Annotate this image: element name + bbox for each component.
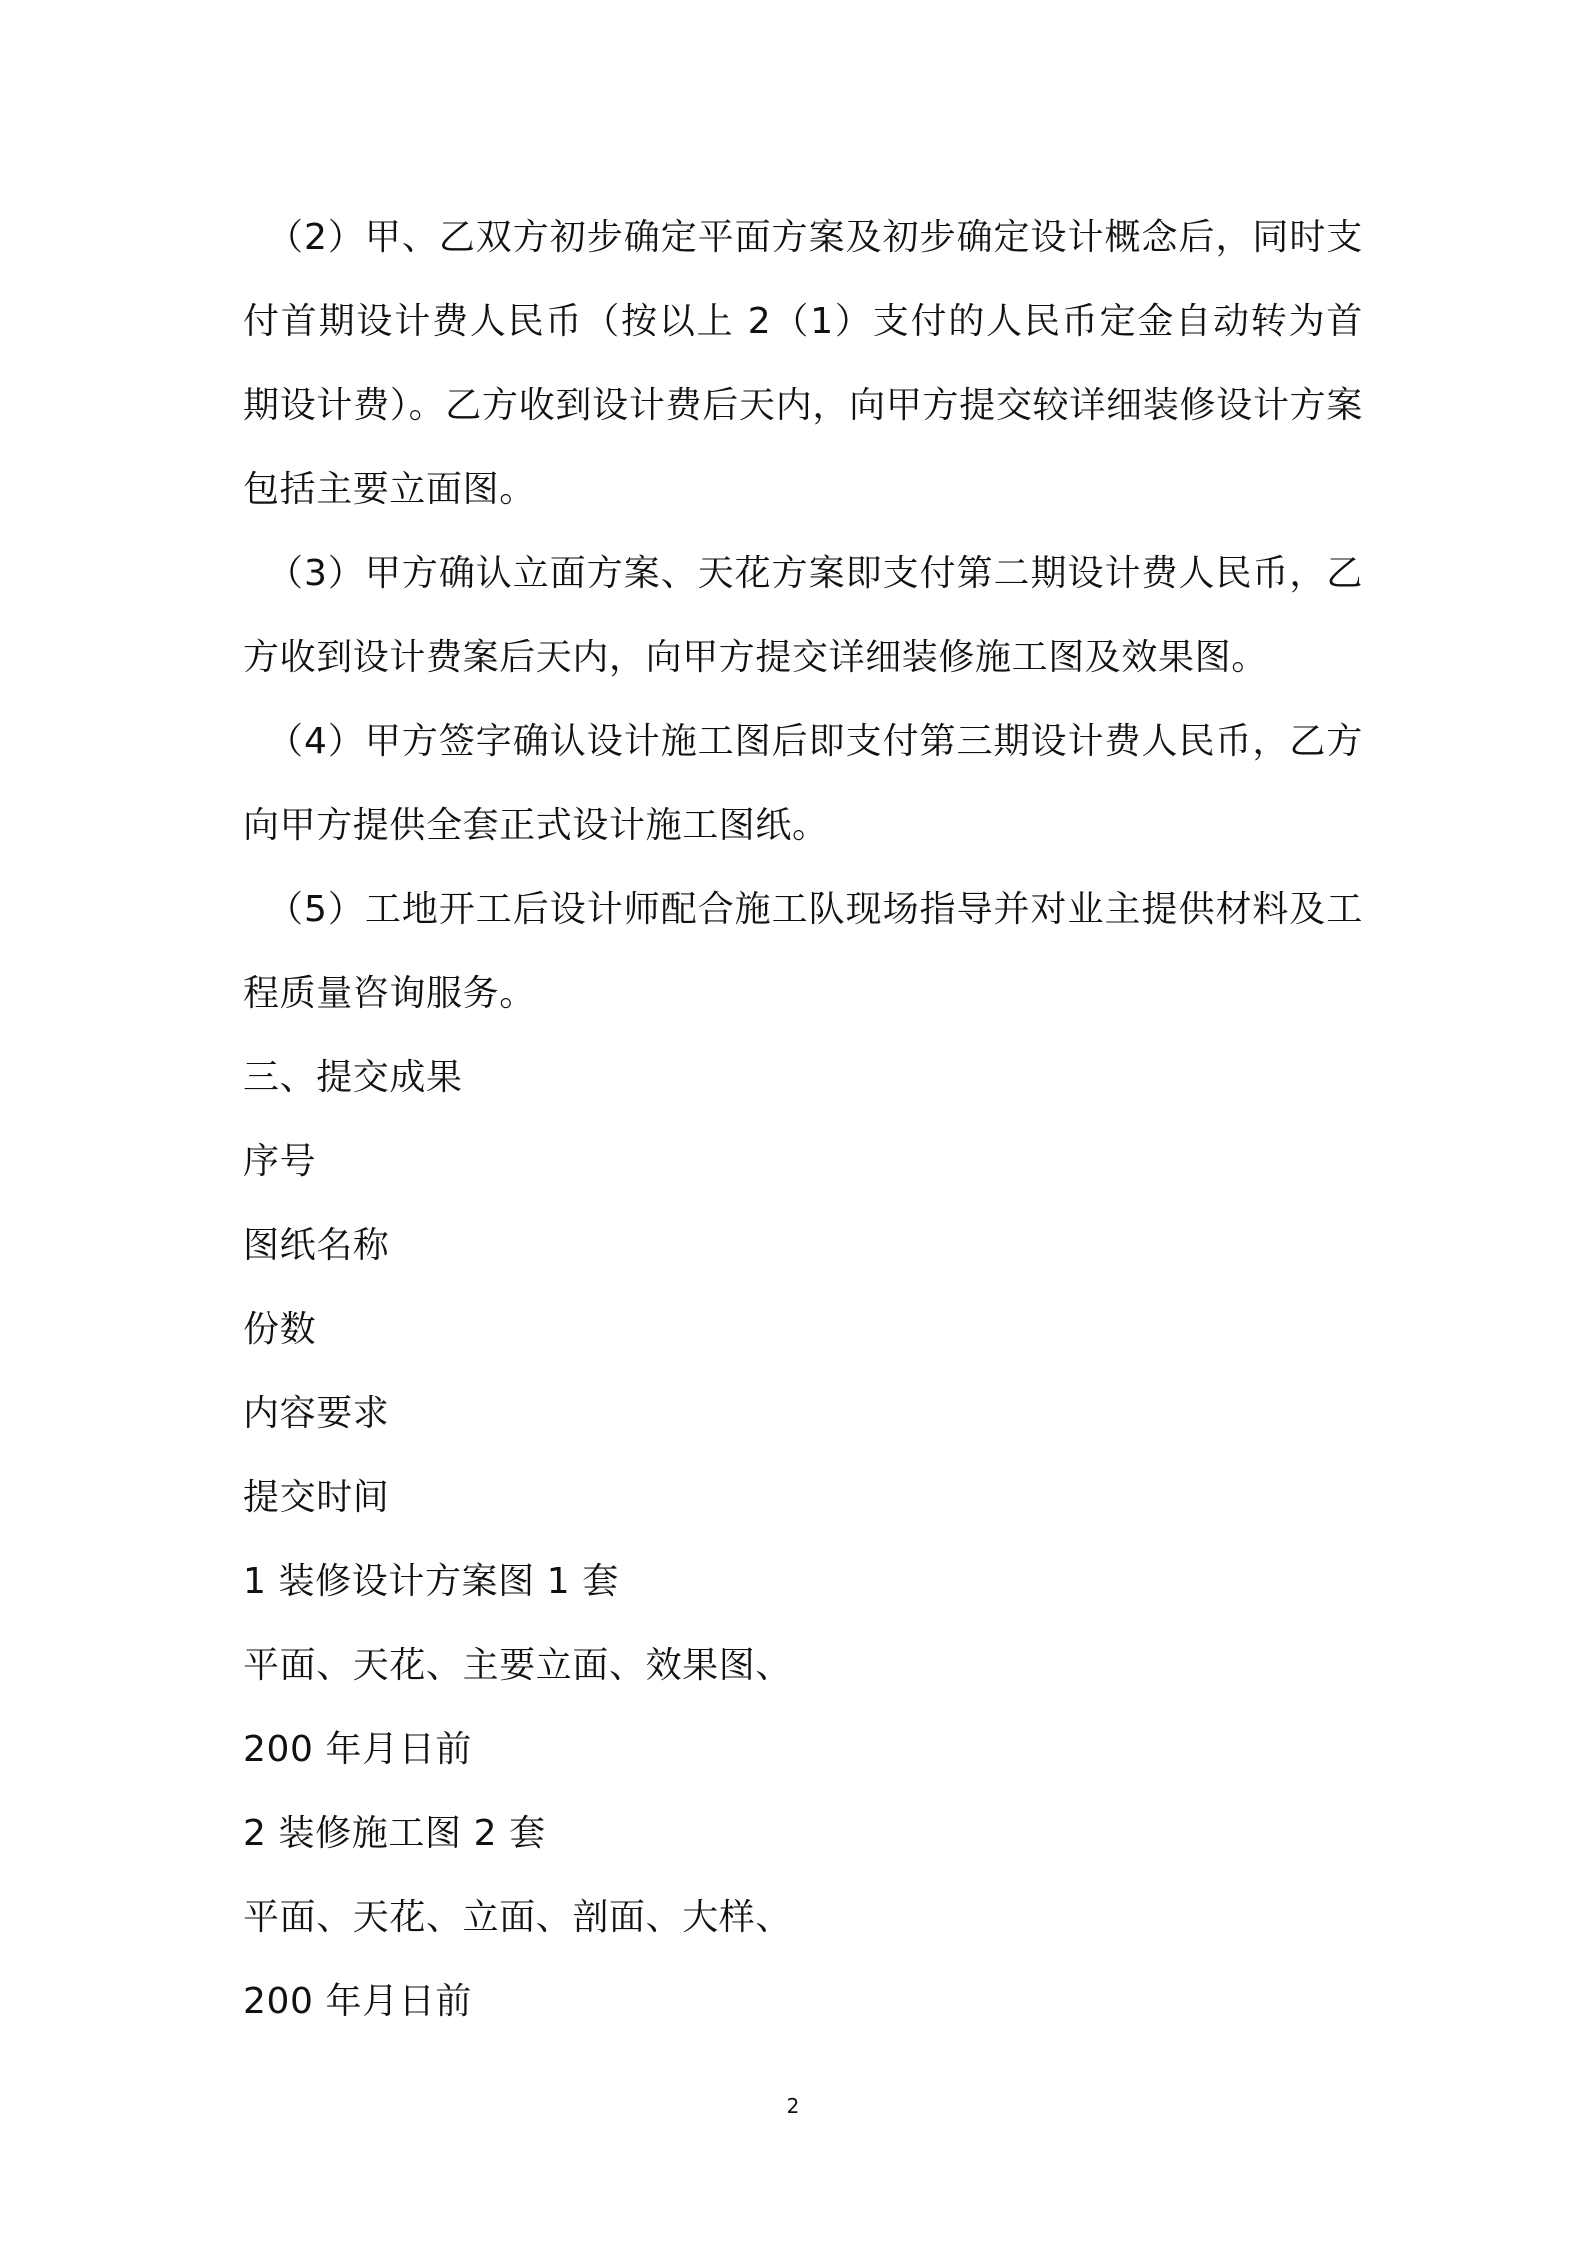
section-heading: 三、提交成果 xyxy=(243,1057,463,1098)
document-body xyxy=(243,196,1363,2044)
table-line: 平面、天花、主要立面、效果图、 xyxy=(243,1645,793,1686)
paragraph-4: （4）甲方签字确认设计施工图后即支付第三期设计费人民币，乙方向甲方提供全套正式设计施工图纸。 xyxy=(243,721,1363,846)
table-line: 图纸名称 xyxy=(243,1225,390,1266)
table-line: 内容要求 xyxy=(243,1393,390,1434)
paragraph-2: （2）甲、乙双方初步确定平面方案及初步确定设计概念后，同时支付首期设计费人民币（按以上 2（1）支付的人民币定金自动转为首期设计费）。乙方收到设计费后天内，向甲方提交较详细装修设计方案包括主要立面图。 xyxy=(243,217,1363,510)
table-line: 提交时间 xyxy=(243,1477,390,1518)
table-line: 份数 xyxy=(243,1309,317,1350)
table-line: 200 年月日前 xyxy=(243,1729,472,1770)
table-line: 2 装修施工图 2 套 xyxy=(243,1813,546,1854)
table-line: 200 年月日前 xyxy=(243,1981,472,2022)
paragraph-3: （3）甲方确认立面方案、天花方案即支付第二期设计费人民币，乙方收到设计费案后天内，向甲方提交详细装修施工图及效果图。 xyxy=(243,553,1363,678)
page-number: 2 xyxy=(786,2094,800,2118)
paragraph-5: （5）工地开工后设计师配合施工队现场指导并对业主提供材料及工程质量咨询服务。 xyxy=(243,889,1363,1014)
table-line: 平面、天花、立面、剖面、大样、 xyxy=(243,1897,793,1938)
table-line: 1 装修设计方案图 1 套 xyxy=(243,1561,619,1602)
table-line: 序号 xyxy=(243,1141,317,1182)
